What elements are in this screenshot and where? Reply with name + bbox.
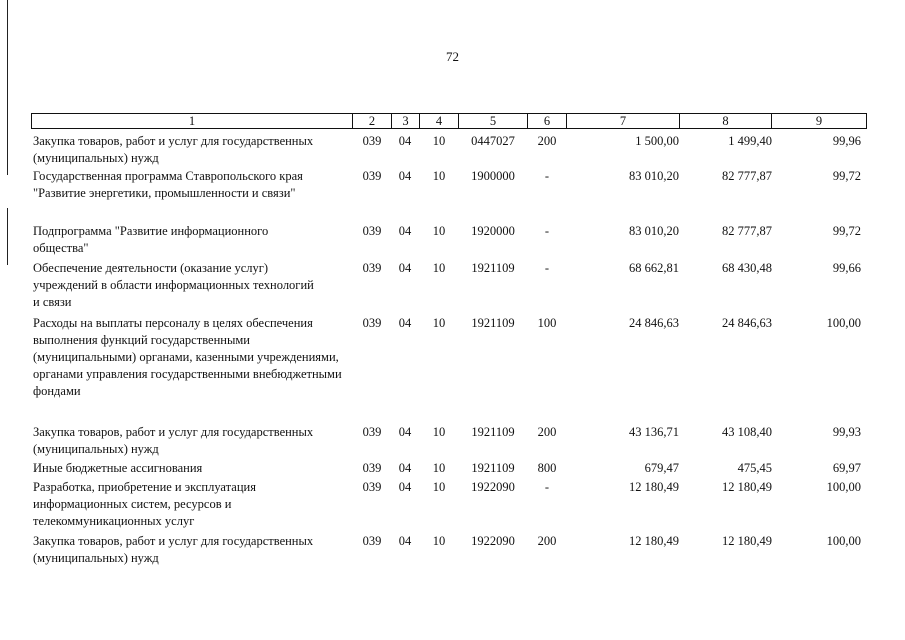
- row-col-8: 24 846,63: [722, 316, 772, 330]
- row-col-3: 04: [398, 261, 412, 275]
- row-col-9: 69,97: [832, 461, 861, 475]
- row-col-2: 039: [362, 134, 382, 148]
- row-col-8: 12 180,49: [722, 534, 772, 548]
- row-col-7: 83 010,20: [629, 224, 679, 238]
- row-col-9: 99,93: [832, 425, 861, 439]
- table-header: [31, 113, 867, 129]
- row-col-3: 04: [398, 316, 412, 330]
- row-col-7: 12 180,49: [629, 480, 679, 494]
- row-col-6: -: [544, 480, 550, 494]
- row-col-9: 100,00: [826, 480, 861, 494]
- row-col-8: 1 499,40: [728, 134, 772, 148]
- row-col-4: 10: [432, 316, 446, 330]
- header-col-9: 9: [815, 114, 823, 128]
- row-col-7: 12 180,49: [629, 534, 679, 548]
- row-col-6: -: [544, 224, 550, 238]
- row-col-7: 43 136,71: [629, 425, 679, 439]
- row-col-6: 200: [537, 534, 557, 548]
- row-col-9: 100,00: [826, 316, 861, 330]
- row-col-9: 99,72: [832, 169, 861, 183]
- row-description: Разработка, приобретение и эксплуатация информационных систем, ресурсов и телекоммуникационных услуг: [33, 480, 256, 528]
- row-col-4: 10: [432, 480, 446, 494]
- row-col-6: 100: [537, 316, 557, 330]
- header-col-6: 6: [528, 114, 567, 128]
- row-col-9: 99,72: [832, 224, 861, 238]
- row-description: Закупка товаров, работ и услуг для государственных (муниципальных) нужд: [33, 425, 314, 456]
- row-col-3: 04: [398, 169, 412, 183]
- row-col-5: 0447027: [471, 134, 515, 148]
- row-description: Расходы на выплаты персоналу в целях обеспечения выполнения функций государственными (муниципальными) органами, казенными учреждениями, органами управления государственными внебюджетными фондами: [33, 316, 342, 398]
- row-description: Обеспечение деятельности (оказание услуг) учреждений в области информационных технологий и связи: [33, 261, 314, 309]
- row-col-8: 43 108,40: [722, 425, 772, 439]
- row-col-6: -: [544, 261, 550, 275]
- row-col-5: 1900000: [471, 169, 515, 183]
- row-col-5: 1920000: [471, 224, 515, 238]
- row-col-4: 10: [432, 224, 446, 238]
- row-col-8: 82 777,87: [722, 224, 772, 238]
- row-col-3: 04: [398, 134, 412, 148]
- header-col-3: 3: [392, 114, 420, 128]
- row-col-4: 10: [432, 169, 446, 183]
- row-col-3: 04: [398, 480, 412, 494]
- row-col-4: 10: [432, 134, 446, 148]
- row-col-4: 10: [432, 534, 446, 548]
- row-col-3: 04: [398, 425, 412, 439]
- page-number: 72: [446, 49, 459, 64]
- row-col-2: 039: [362, 261, 382, 275]
- row-col-5: 1921109: [471, 461, 515, 475]
- row-description: Иные бюджетные ассигнования: [33, 461, 203, 475]
- row-col-9: 99,96: [832, 134, 861, 148]
- row-description: Закупка товаров, работ и услуг для государственных (муниципальных) нужд: [33, 134, 314, 165]
- row-col-6: 800: [537, 461, 557, 475]
- row-col-7: 1 500,00: [635, 134, 679, 148]
- row-col-5: 1921109: [471, 425, 515, 439]
- row-col-2: 039: [362, 461, 382, 475]
- row-col-5: 1921109: [471, 316, 515, 330]
- row-col-5: 1922090: [471, 480, 515, 494]
- row-col-9: 100,00: [826, 534, 861, 548]
- header-col-5: 5: [459, 114, 528, 128]
- header-col-4: 4: [420, 114, 459, 128]
- row-col-8: 475,45: [737, 461, 772, 475]
- row-col-7: 24 846,63: [629, 316, 679, 330]
- row-col-2: 039: [362, 425, 382, 439]
- row-col-7: 679,47: [644, 461, 679, 475]
- row-col-3: 04: [398, 534, 412, 548]
- row-col-7: 68 662,81: [629, 261, 679, 275]
- row-col-5: 1921109: [471, 261, 515, 275]
- scan-margin-line: [7, 0, 8, 175]
- row-col-6: 200: [537, 134, 557, 148]
- row-col-2: 039: [362, 169, 382, 183]
- row-col-4: 10: [432, 425, 446, 439]
- row-col-8: 82 777,87: [722, 169, 772, 183]
- row-col-6: 200: [537, 425, 557, 439]
- header-col-1: 1: [32, 114, 353, 128]
- row-col-6: -: [544, 169, 550, 183]
- header-col-8: 8: [680, 114, 772, 128]
- row-col-2: 039: [362, 534, 382, 548]
- row-col-3: 04: [398, 224, 412, 238]
- row-col-5: 1922090: [471, 534, 515, 548]
- row-col-8: 12 180,49: [722, 480, 772, 494]
- row-description: Подпрограмма "Развитие информационного общества": [33, 224, 269, 255]
- header-col-7: 7: [567, 114, 680, 128]
- row-col-8: 68 430,48: [722, 261, 772, 275]
- header-col-2: 2: [353, 114, 392, 128]
- row-col-2: 039: [362, 480, 382, 494]
- row-col-9: 99,66: [832, 261, 861, 275]
- row-col-7: 83 010,20: [629, 169, 679, 183]
- row-col-2: 039: [362, 224, 382, 238]
- row-col-2: 039: [362, 316, 382, 330]
- row-description: Закупка товаров, работ и услуг для государственных (муниципальных) нужд: [33, 534, 314, 565]
- row-description: Государственная программа Ставропольского края "Развитие энергетики, промышленности и связи": [33, 169, 303, 200]
- scan-margin-line: [7, 208, 8, 265]
- row-col-4: 10: [432, 461, 446, 475]
- row-col-3: 04: [398, 461, 412, 475]
- row-col-4: 10: [432, 261, 446, 275]
